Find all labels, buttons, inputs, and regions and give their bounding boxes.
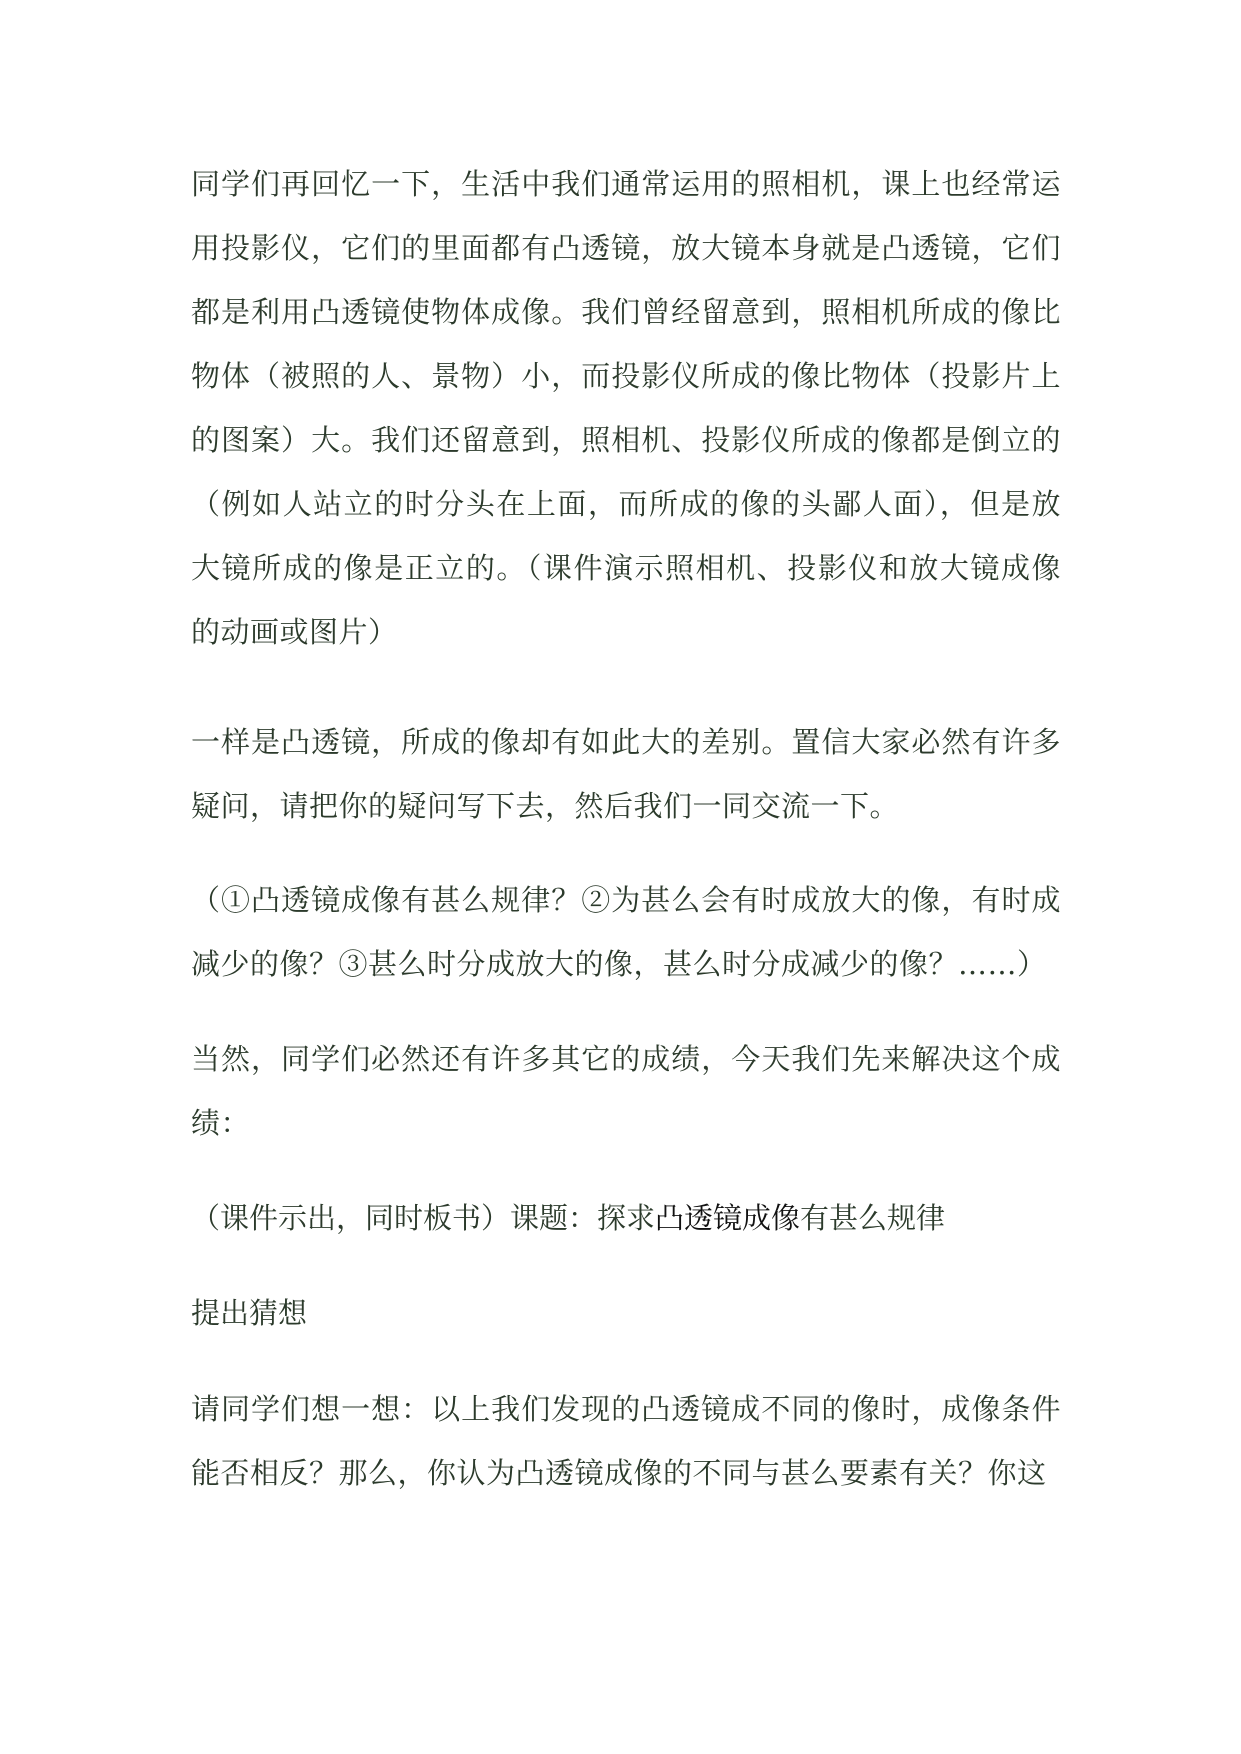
topic-emphasis: 凸透镜成像 — [655, 1201, 801, 1235]
topic-suffix: 有甚么规律 — [800, 1201, 946, 1235]
transition-paragraph: 当然，同学们必然还有许多其它的成绩，今天我们先来解决这个成绩： — [191, 1042, 1061, 1140]
guess-prompt-paragraph: 请同学们想一想：以上我们发现的凸透镜成不同的像时，成像条件能否相反？那么，你认为凸透镜成像的不同与甚么要素有关？你这 — [191, 1392, 1061, 1490]
questions-paragraph: （①凸透镜成像有甚么规律？②为甚么会有时成放大的像，有时成减少的像？③甚么时分成放大的像，甚么时分成减少的像？……） — [191, 883, 1061, 981]
question-prompt-paragraph: 一样是凸透镜，所成的像却有如此大的差别。置信大家必然有许多疑问，请把你的疑问写下去，然后我们一同交流一下。 — [191, 725, 1061, 823]
intro-paragraph: 同学们再回忆一下，生活中我们通常运用的照相机，课上也经常运用投影仪，它们的里面都有凸透镜，放大镜本身就是凸透镜，它们都是利用凸透镜使物体成像。我们曾经留意到，照相机所成的像比物体（被照的人、景物）小，而投影仪所成的像比物体（投影片上的图案）大。我们还留意到，照相机、投影仪所成的像都是倒立的（例如人站立的时分头在上面，而所成的像的头鄙人面），但是放大镜所成的像是正立的。（课件演示照相机、投影仪和放大镜成像的动画或图片） — [191, 167, 1061, 649]
topic-prefix: （课件示出，同时板书）课题：探求 — [191, 1201, 656, 1235]
section-heading: 提出猜想 — [191, 1296, 308, 1330]
topic-line — [191, 1186, 945, 1250]
